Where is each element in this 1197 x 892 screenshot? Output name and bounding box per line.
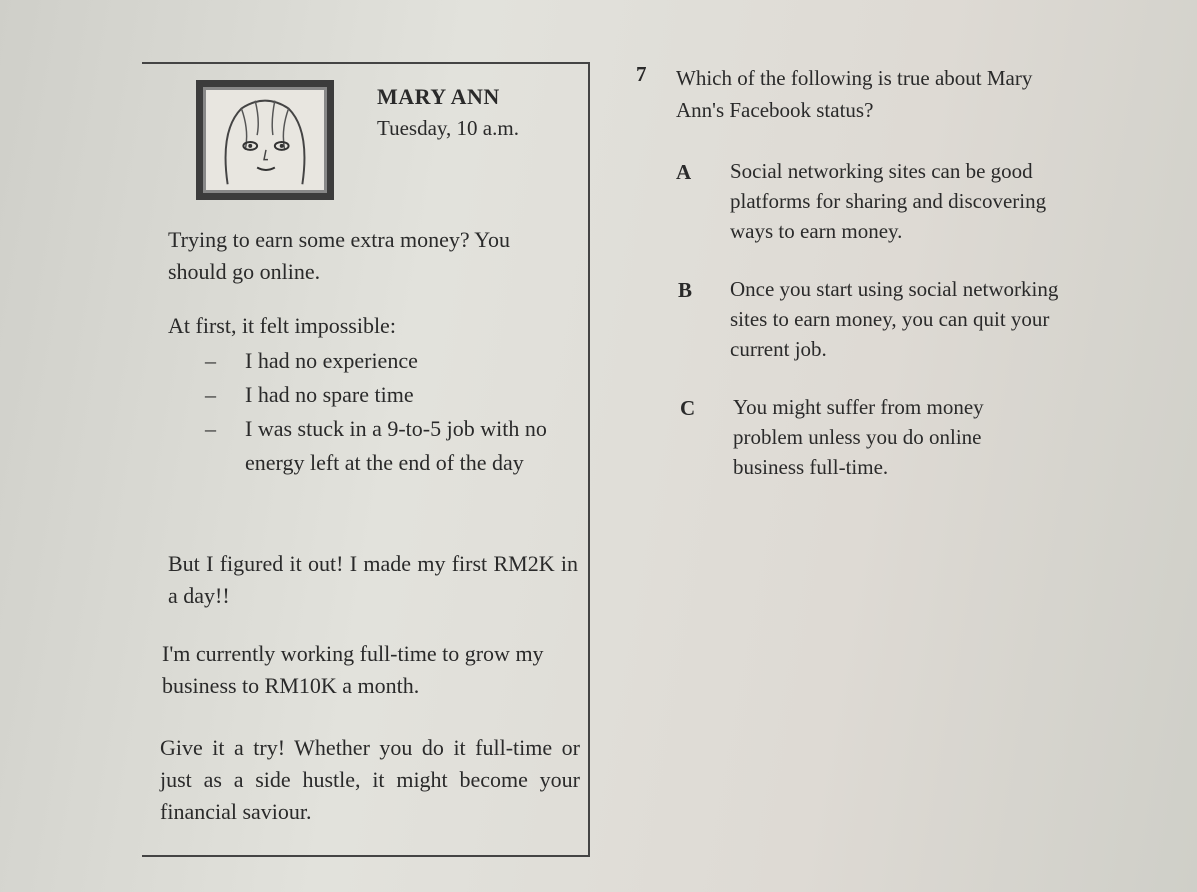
post-paragraph-4: I'm currently working full-time to grow my business to RM10K a month. xyxy=(162,641,544,698)
option-b-text[interactable]: Once you start using social networking sites to earn money, you can quit your current job. xyxy=(730,277,1059,361)
option-a-letter[interactable]: A xyxy=(676,160,692,184)
option-a-text[interactable]: Social networking sites can be good platforms for sharing and discovering ways to earn money. xyxy=(730,159,1047,243)
bullet-dash: – xyxy=(205,382,216,407)
list-item xyxy=(205,344,585,378)
option-c-letter[interactable]: C xyxy=(680,396,696,420)
bullet-text: I had no spare time xyxy=(245,382,414,407)
bullet-dash: – xyxy=(205,348,216,373)
bullet-text: I had no experience xyxy=(245,348,418,373)
bullet-dash: – xyxy=(205,416,216,441)
option-b-letter[interactable]: B xyxy=(678,278,693,302)
post-paragraph-1: Trying to earn some extra money? You should go online. xyxy=(168,227,510,284)
bullet-text: I was stuck in a 9-to-5 job with no energy left at the end of the day xyxy=(245,416,547,475)
post-paragraph-3: But I figured it out! I made my first RM2K in a day!! xyxy=(168,551,578,608)
option-c-text[interactable]: You might suffer from money problem unless you do online business full-time. xyxy=(733,395,984,479)
avatar-face-icon xyxy=(206,90,324,190)
post-bullet-list xyxy=(205,344,585,480)
list-item xyxy=(205,412,585,480)
post-author-name: MARY ANN xyxy=(377,84,500,109)
list-item xyxy=(205,378,585,412)
question-number: 7 xyxy=(636,62,647,86)
post-paragraph-2: At first, it felt impossible: xyxy=(168,313,396,338)
question-text: Which of the following is true about Mary Ann's Facebook status? xyxy=(676,66,1033,122)
profile-avatar xyxy=(196,80,334,200)
post-paragraph-5: Give it a try! Whether you do it full-time or just as a side hustle, it might become your financial saviour. xyxy=(160,735,580,824)
post-timestamp: Tuesday, 10 a.m. xyxy=(377,116,519,140)
